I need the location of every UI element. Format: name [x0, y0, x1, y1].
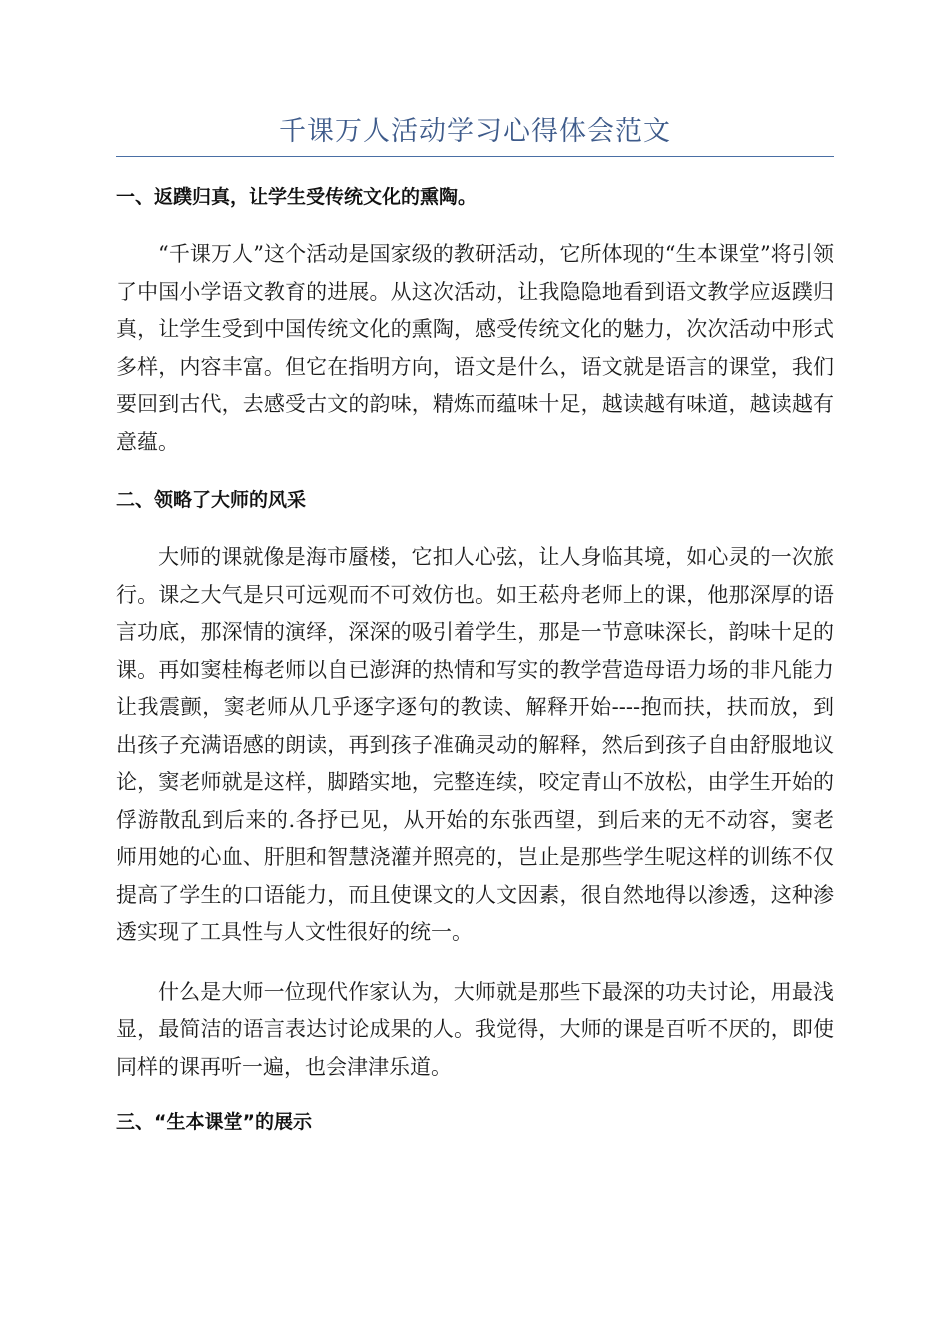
section-1-paragraph-1: “千课万人”这个活动是国家级的教研活动，它所体现的“生本课堂”将引领了中国小学语文教育的进展。从这次活动，让我隐隐地看到语文教学应返蹼归真，让学生受到中国传统文化的熏陶，感受传统文化的魅力，次次活动中形式多样，内容丰富。但它在指明方向，语文是什么，语文就是语言的课堂，我们要回到古代，去感受古文的韵味，精炼而蕴味十足，越读越有味道，越读越有意蕴。: [116, 242, 834, 454]
section-1-heading: 一、返蹼归真，让学生受传统文化的熏陶。: [116, 186, 478, 208]
document-title: 千课万人活动学习心得体会范文: [279, 116, 671, 147]
section-2-paragraph-2: 什么是大师一位现代作家认为，大师就是那些下最深的功夫讨论，用最浅显，最简洁的语言表达讨论成果的人。我觉得，大师的课是百听不厌的，即使同样的课再听一遍，也会津津乐道。: [116, 979, 834, 1079]
section-2-heading: 二、领略了大师的风采: [116, 489, 307, 511]
section-2-paragraph-1: 大师的课就像是海市蜃楼，它扣人心弦，让人身临其境，如心灵的一次旅行。课之大气是只可远观而不可效仿也。如王菘舟老师上的课，他那深厚的语言功底，那深情的演绎，深深的吸引着学生，那是一节意味深长，韵味十足的课。再如窦桂梅老师以自已澎湃的热情和写实的教学营造母语力场的非凡能力让我震颤，窦老师从几乎逐字逐句的教读、解释开始----抱而扶，扶而放，到出孩子充满语感的朗读，再到孩子准确灵动的解释，然后到孩子自由舒服地议论，窦老师就是这样，脚踏实地，完整连续，咬定青山不放松，由学生开始的俘游散乱到后来的.各抒已见，从开始的东张西望，到后来的无不动容，窦老师用她的心血、肝胆和智慧浇灌并照亮的，岂止是那些学生呢这样的训练不仅提高了学生的口语能力，而且使课文的人文因素，很自然地得以渗透，这种渗透实现了工具性与人文性很好的统一。: [116, 545, 834, 944]
title-underline: [116, 156, 834, 157]
document-page: [116, 112, 834, 1136]
section-3-heading: 三、“生本课堂”的展示: [116, 1111, 312, 1133]
